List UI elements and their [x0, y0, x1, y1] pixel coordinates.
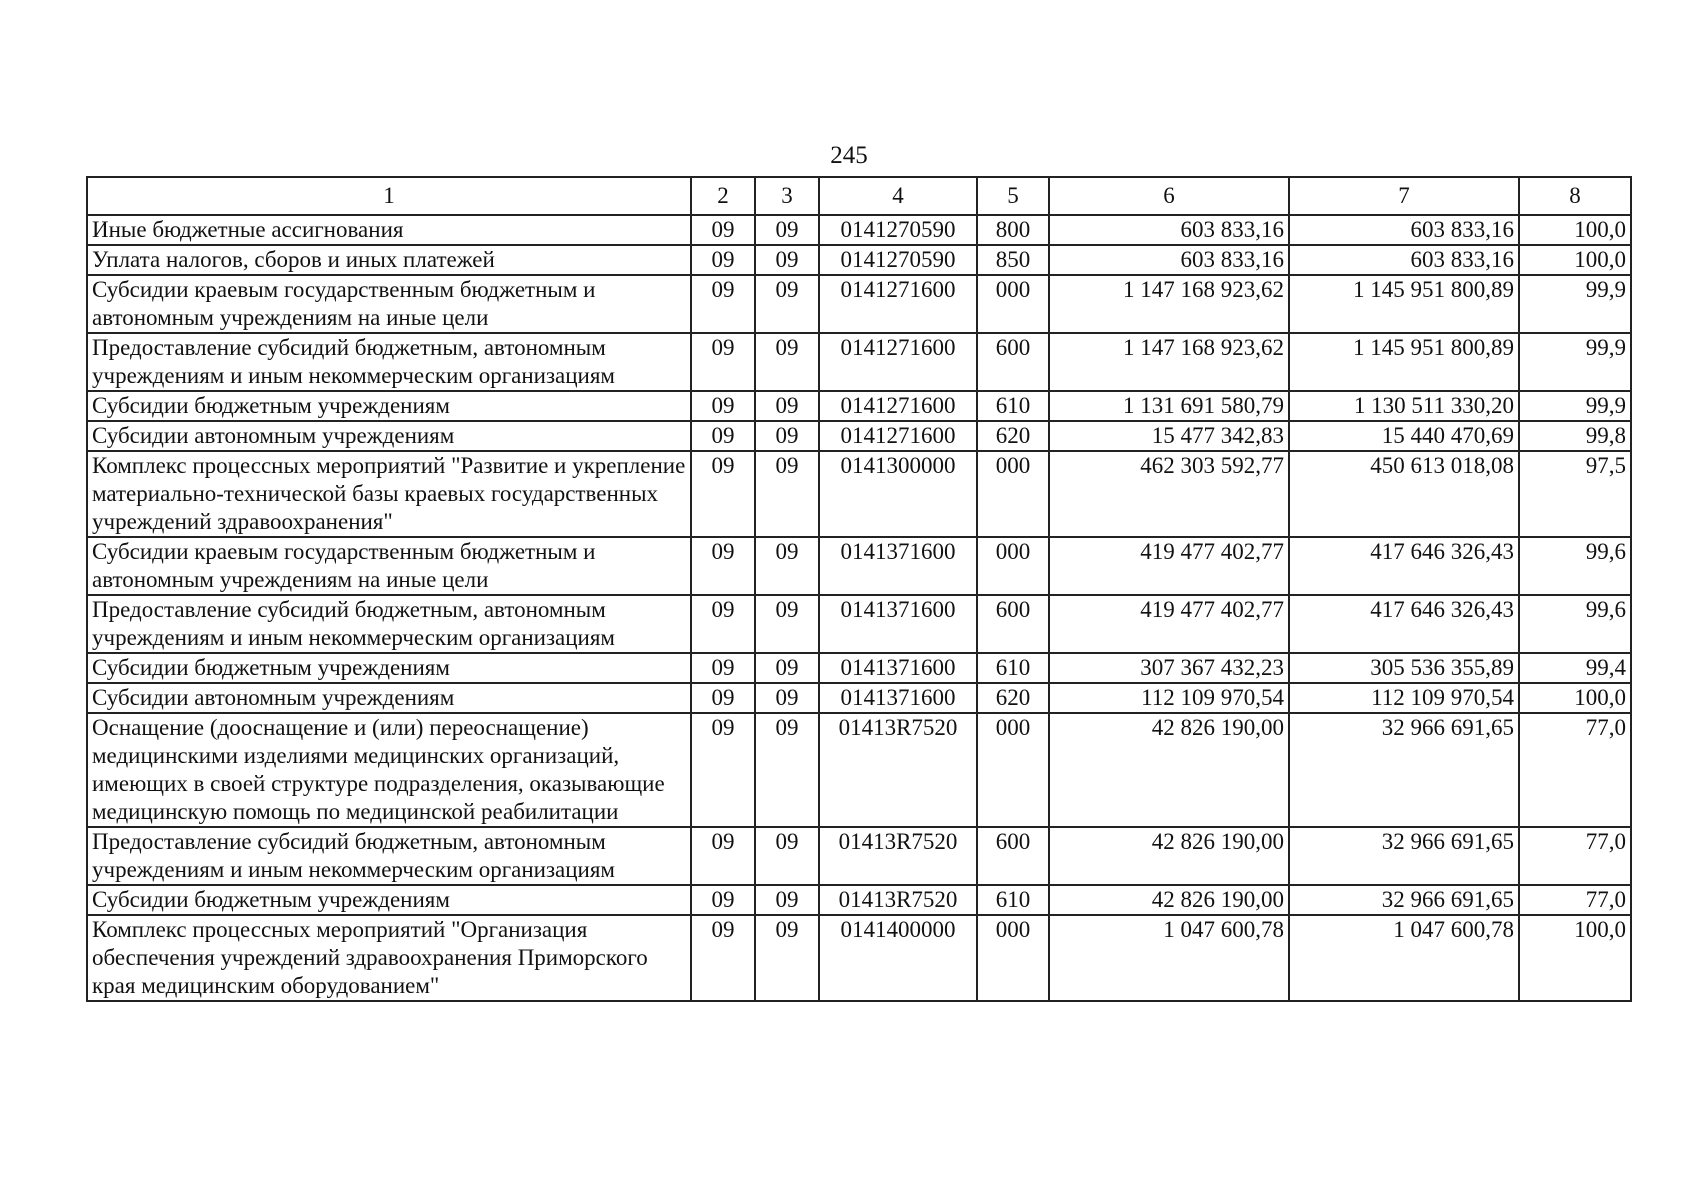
row-executed-amount: 1 145 951 800,89 [1289, 333, 1519, 391]
row-planned-amount: 462 303 592,77 [1049, 451, 1289, 537]
row-name: Предоставление субсидий бюджетным, автономным учреждениям и иным некоммерческим организациям [87, 827, 691, 885]
row-planned-amount: 42 826 190,00 [1049, 713, 1289, 827]
row-target-code: 0141270590 [819, 245, 977, 275]
table-row [87, 245, 1631, 275]
row-planned-amount: 1 131 691 580,79 [1049, 391, 1289, 421]
row-section: 09 [691, 827, 755, 885]
row-executed-amount: 32 966 691,65 [1289, 827, 1519, 885]
row-percent: 97,5 [1519, 451, 1631, 537]
row-expense-type: 000 [977, 275, 1049, 333]
row-expense-type: 600 [977, 333, 1049, 391]
header-col-6: 6 [1049, 177, 1289, 215]
table-row [87, 653, 1631, 683]
row-executed-amount: 417 646 326,43 [1289, 537, 1519, 595]
row-percent: 99,4 [1519, 653, 1631, 683]
row-target-code: 01413R7520 [819, 885, 977, 915]
row-expense-type: 610 [977, 653, 1049, 683]
row-name: Субсидии бюджетным учреждениям [87, 653, 691, 683]
header-col-2: 2 [691, 177, 755, 215]
row-subsection: 09 [755, 275, 819, 333]
row-subsection: 09 [755, 827, 819, 885]
row-percent: 100,0 [1519, 915, 1631, 1001]
row-subsection: 09 [755, 245, 819, 275]
header-col-1: 1 [87, 177, 691, 215]
row-planned-amount: 42 826 190,00 [1049, 885, 1289, 915]
header-col-3: 3 [755, 177, 819, 215]
row-target-code: 0141271600 [819, 421, 977, 451]
row-name: Субсидии бюджетным учреждениям [87, 885, 691, 915]
row-target-code: 01413R7520 [819, 713, 977, 827]
row-target-code: 0141400000 [819, 915, 977, 1001]
row-subsection: 09 [755, 683, 819, 713]
row-expense-type: 610 [977, 885, 1049, 915]
row-percent: 99,9 [1519, 275, 1631, 333]
table-row [87, 333, 1631, 391]
table-row [87, 915, 1631, 1001]
row-executed-amount: 417 646 326,43 [1289, 595, 1519, 653]
row-target-code: 0141371600 [819, 537, 977, 595]
row-name: Субсидии автономным учреждениям [87, 421, 691, 451]
row-executed-amount: 32 966 691,65 [1289, 885, 1519, 915]
row-percent: 77,0 [1519, 713, 1631, 827]
table-row [87, 885, 1631, 915]
row-expense-type: 800 [977, 215, 1049, 245]
row-executed-amount: 603 833,16 [1289, 245, 1519, 275]
row-section: 09 [691, 653, 755, 683]
row-section: 09 [691, 915, 755, 1001]
row-section: 09 [691, 595, 755, 653]
budget-table [86, 176, 1632, 1002]
row-percent: 77,0 [1519, 885, 1631, 915]
row-expense-type: 620 [977, 421, 1049, 451]
row-name: Предоставление субсидий бюджетным, автономным учреждениям и иным некоммерческим организациям [87, 333, 691, 391]
row-name: Субсидии краевым государственным бюджетным и автономным учреждениям на иные цели [87, 537, 691, 595]
table-body [87, 215, 1631, 1001]
row-planned-amount: 603 833,16 [1049, 215, 1289, 245]
row-executed-amount: 450 613 018,08 [1289, 451, 1519, 537]
row-name: Субсидии бюджетным учреждениям [87, 391, 691, 421]
table-header-row [87, 177, 1631, 215]
row-percent: 99,6 [1519, 537, 1631, 595]
row-executed-amount: 15 440 470,69 [1289, 421, 1519, 451]
row-planned-amount: 1 147 168 923,62 [1049, 333, 1289, 391]
header-col-7: 7 [1289, 177, 1519, 215]
table-row [87, 827, 1631, 885]
row-executed-amount: 305 536 355,89 [1289, 653, 1519, 683]
row-planned-amount: 112 109 970,54 [1049, 683, 1289, 713]
table-row [87, 391, 1631, 421]
row-planned-amount: 1 047 600,78 [1049, 915, 1289, 1001]
row-executed-amount: 1 145 951 800,89 [1289, 275, 1519, 333]
row-section: 09 [691, 713, 755, 827]
row-target-code: 0141271600 [819, 391, 977, 421]
table-row [87, 713, 1631, 827]
row-section: 09 [691, 215, 755, 245]
row-target-code: 01413R7520 [819, 827, 977, 885]
row-section: 09 [691, 683, 755, 713]
row-section: 09 [691, 391, 755, 421]
row-section: 09 [691, 275, 755, 333]
row-percent: 99,9 [1519, 391, 1631, 421]
row-percent: 99,8 [1519, 421, 1631, 451]
page-number: 245 [830, 142, 868, 169]
row-executed-amount: 603 833,16 [1289, 215, 1519, 245]
header-col-5: 5 [977, 177, 1049, 215]
row-subsection: 09 [755, 391, 819, 421]
row-expense-type: 610 [977, 391, 1049, 421]
row-percent: 77,0 [1519, 827, 1631, 885]
row-name: Уплата налогов, сборов и иных платежей [87, 245, 691, 275]
row-executed-amount: 112 109 970,54 [1289, 683, 1519, 713]
row-expense-type: 000 [977, 537, 1049, 595]
row-expense-type: 000 [977, 713, 1049, 827]
row-subsection: 09 [755, 215, 819, 245]
table-row [87, 451, 1631, 537]
row-planned-amount: 419 477 402,77 [1049, 595, 1289, 653]
table-row [87, 275, 1631, 333]
row-subsection: 09 [755, 653, 819, 683]
row-percent: 100,0 [1519, 215, 1631, 245]
header-col-8: 8 [1519, 177, 1631, 215]
row-subsection: 09 [755, 885, 819, 915]
row-section: 09 [691, 421, 755, 451]
row-executed-amount: 32 966 691,65 [1289, 713, 1519, 827]
row-planned-amount: 42 826 190,00 [1049, 827, 1289, 885]
row-target-code: 0141371600 [819, 653, 977, 683]
row-expense-type: 000 [977, 915, 1049, 1001]
header-col-4: 4 [819, 177, 977, 215]
row-planned-amount: 307 367 432,23 [1049, 653, 1289, 683]
row-subsection: 09 [755, 915, 819, 1001]
row-expense-type: 620 [977, 683, 1049, 713]
row-expense-type: 000 [977, 451, 1049, 537]
row-section: 09 [691, 451, 755, 537]
row-planned-amount: 419 477 402,77 [1049, 537, 1289, 595]
row-name: Комплекс процессных мероприятий "Организация обеспечения учреждений здравоохранения Приморского края медицинским оборудованием" [87, 915, 691, 1001]
row-subsection: 09 [755, 333, 819, 391]
table-row [87, 421, 1631, 451]
row-subsection: 09 [755, 421, 819, 451]
row-expense-type: 850 [977, 245, 1049, 275]
row-name: Иные бюджетные ассигнования [87, 215, 691, 245]
row-name: Предоставление субсидий бюджетным, автономным учреждениям и иным некоммерческим организациям [87, 595, 691, 653]
table-row [87, 215, 1631, 245]
row-name: Субсидии краевым государственным бюджетным и автономным учреждениям на иные цели [87, 275, 691, 333]
table-row [87, 683, 1631, 713]
table-row [87, 537, 1631, 595]
row-name: Комплекс процессных мероприятий "Развитие и укрепление материально-технической базы краевых государственных учреждений здравоохранения" [87, 451, 691, 537]
row-section: 09 [691, 537, 755, 595]
row-target-code: 0141271600 [819, 275, 977, 333]
row-target-code: 0141270590 [819, 215, 977, 245]
row-section: 09 [691, 245, 755, 275]
row-subsection: 09 [755, 537, 819, 595]
row-subsection: 09 [755, 451, 819, 537]
row-executed-amount: 1 130 511 330,20 [1289, 391, 1519, 421]
row-name: Оснащение (дооснащение и (или) переоснащение) медицинскими изделиями медицинских организаций, имеющих в своей структуре подразделения, оказывающие медицинскую помощь по медицинской реабилитации [87, 713, 691, 827]
row-percent: 99,6 [1519, 595, 1631, 653]
row-planned-amount: 15 477 342,83 [1049, 421, 1289, 451]
row-expense-type: 600 [977, 827, 1049, 885]
row-target-code: 0141300000 [819, 451, 977, 537]
row-subsection: 09 [755, 595, 819, 653]
row-executed-amount: 1 047 600,78 [1289, 915, 1519, 1001]
row-percent: 100,0 [1519, 245, 1631, 275]
row-planned-amount: 1 147 168 923,62 [1049, 275, 1289, 333]
table-row [87, 595, 1631, 653]
row-percent: 99,9 [1519, 333, 1631, 391]
row-section: 09 [691, 333, 755, 391]
row-percent: 100,0 [1519, 683, 1631, 713]
row-section: 09 [691, 885, 755, 915]
row-target-code: 0141271600 [819, 333, 977, 391]
row-name: Субсидии автономным учреждениям [87, 683, 691, 713]
row-target-code: 0141371600 [819, 683, 977, 713]
row-planned-amount: 603 833,16 [1049, 245, 1289, 275]
row-subsection: 09 [755, 713, 819, 827]
row-expense-type: 600 [977, 595, 1049, 653]
row-target-code: 0141371600 [819, 595, 977, 653]
